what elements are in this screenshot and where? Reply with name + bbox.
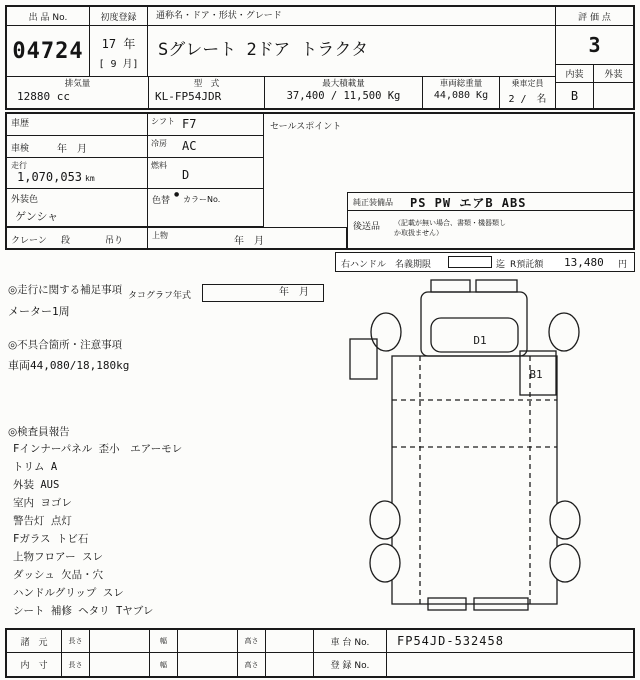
max-load-cell [264,76,422,108]
length-label-row2: 長さ [62,653,90,676]
diagram-damage-label-b1: B1 [529,368,543,381]
defect-note: 車両44,080/18,180kg [8,359,130,372]
inner-dim-row-label: 内 寸 [7,653,62,676]
inspector-item: 警告灯 点灯 [13,515,72,527]
diagram-damage-label-d1: D1 [473,334,487,347]
inspection-cell [7,136,148,158]
spec-row-label: 諸 元 [7,630,62,653]
mileage-cell [7,158,148,189]
mileage-notes-title: ◎走行に関する補足事項 [8,284,123,296]
crane-label: クレーン [11,236,47,246]
width-label-row2: 幅 [150,653,178,676]
deposit-amount: 13,480 [564,256,604,269]
exhibit-no-value: 04724 [7,26,90,76]
height-value-cell [266,630,314,653]
later-shipment-note-line2: か取扱ません） [394,229,443,237]
inspector-item: トリム A [13,461,58,473]
vehicle-name-value: Sグレート 2ドア トラクタ [158,40,369,60]
max-load-label: 最大積載量 [322,79,365,89]
fuel-value: D [182,168,190,182]
later-shipment-cell [347,210,633,248]
meter-rollover-note: メーター1周 [8,305,70,318]
wheel-front-right [549,313,579,351]
inspector-item: 室内 ヨゴレ [13,497,72,509]
capacity-cell [499,76,555,108]
mileage-unit: km [85,174,95,183]
inspector-item: 上物フロアー スレ [13,551,104,563]
tachograph-year-label: タコグラフ年式 [128,291,192,301]
first-registration-month: [ 9 月] [98,58,139,70]
first-registration-label: 初度登録 [90,7,148,26]
inspector-item: シート 補修 ヘタリ Tヤブレ [13,605,154,617]
ac-label: 冷房 [151,139,167,148]
wheel-rear-left-2 [370,544,400,582]
registration-no-label: 登 録 No. [314,653,387,676]
wheel-rear-left-1 [370,501,400,539]
shift-cell [148,114,264,136]
wheel-rear-right-2 [550,544,580,582]
capacity-label: 乗車定員 [511,79,544,88]
mileage-value: 1,070,053 [17,170,83,184]
inspector-item: ハンドルグリップ スレ [13,587,124,599]
score-value: 3 [555,26,633,65]
width-label: 幅 [150,630,178,653]
color-change-mark: ● [174,191,180,198]
model-label: 型 式 [193,79,220,89]
crane-tsuri-label: 吊り [105,236,124,246]
mileage-label: 走行 [11,161,27,170]
inspector-item: 外装 AUS [13,479,60,491]
length-label: 長さ [62,630,90,653]
length-value-cell [90,630,150,653]
registration-no-value [387,653,633,676]
inspector-item: Fガラス トビ石 [13,533,89,545]
inspector-item: ダッシュ 欠品・穴 [13,569,104,581]
exhibit-no-label: 出 品 No. [7,7,90,26]
interior-label: 内装 [555,65,594,83]
upper-body-label: 上物 [152,231,168,240]
model-value: KL-FP54JDR [155,90,222,103]
max-load-value: 37,400 / 11,500 Kg [286,90,401,102]
first-registration-cell [90,26,148,76]
wheel-rear-right-1 [550,501,580,539]
yen-label: 円 [618,260,628,270]
height-label-row2: 高さ [238,653,266,676]
upper-body-value: 年 月 [234,236,264,247]
gross-weight-label: 車両総重量 [439,79,483,89]
history-label: 車歴 [7,114,148,136]
spec-table [5,628,635,678]
crane-cell [7,227,148,248]
later-shipment-label: 後送品 [353,222,381,232]
width-value-cell-row2 [178,653,238,676]
chassis-no-label: 車 台 No. [314,630,387,653]
exterior-color-cell [7,189,148,227]
chassis-frame [392,356,557,604]
displacement-value: 12880 cc [17,90,70,103]
fuel-label: 燃料 [151,161,167,170]
inspector-item: Fインナーパネル 歪小 エアーモレ [13,443,183,455]
wheel-front-left [371,313,401,351]
until-label: 迄 [496,260,506,270]
first-registration-year: 17 年 [101,36,136,51]
shift-label: シフト [151,117,175,126]
displacement-label: 排気量 [64,79,91,89]
inspector-report-title: ◎検査員報告 [8,426,70,438]
equipment-label: 純正装備品 [353,198,393,207]
color-change-cell [148,189,264,227]
deposit-label: R預託額 [510,260,544,270]
front-bumper-left [431,280,470,292]
exterior-grade-value [594,83,633,108]
displacement-cell [7,76,148,108]
interior-grade-value: B [555,83,594,108]
later-shipment-note-line1: （記載が無い場合、書類・機器類し [394,219,506,227]
width-value-cell [178,630,238,653]
details-table [5,112,635,250]
handle-type-label: 右ハンドル [341,260,387,270]
tachograph-year-box: 年 月 [202,284,324,302]
name-limit-label: 名義期限 [395,260,432,270]
exterior-color-value: ゲンシャ [15,210,59,223]
height-value-cell-row2 [266,653,314,676]
chassis-no-value: FP54JD-532458 [387,630,633,653]
inspector-report-list [13,440,313,620]
gross-weight-value: 44,080 Kg [433,90,489,101]
upper-body-cell [148,227,347,248]
height-label: 高さ [238,630,266,653]
color-change-label: 色替 [152,196,171,206]
color-no-label: カラーNo. [183,195,221,204]
exterior-label: 外装 [594,65,633,83]
score-label: 評 価 点 [555,7,633,26]
front-bumper-right [476,280,517,292]
vehicle-name-header-label: 通称名・ドア・形状・グレード [148,7,555,26]
defect-notes-title: ◎不具合箇所・注意事項 [8,339,123,351]
fuel-cell [148,158,264,189]
equipment-cell [347,192,633,210]
inspection-label: 車検 [11,144,30,154]
ac-cell [148,136,264,158]
ac-value: AC [182,139,197,153]
model-cell [148,76,264,108]
header-table [5,5,635,110]
left-side-box [350,339,377,379]
inspection-value: 年 月 [57,144,87,155]
gross-weight-cell [422,76,499,108]
sales-point-label: セールスポイント [270,122,342,132]
shift-value: F7 [182,117,197,131]
capacity-value: 2 / 名 [508,94,547,105]
exterior-color-label: 外装色 [11,195,39,205]
equipment-value: PS PW エアB ABS [410,196,527,210]
crane-dan-label: 段 [61,236,71,246]
truck-top-view-diagram [340,266,635,622]
length-value-cell-row2 [90,653,150,676]
